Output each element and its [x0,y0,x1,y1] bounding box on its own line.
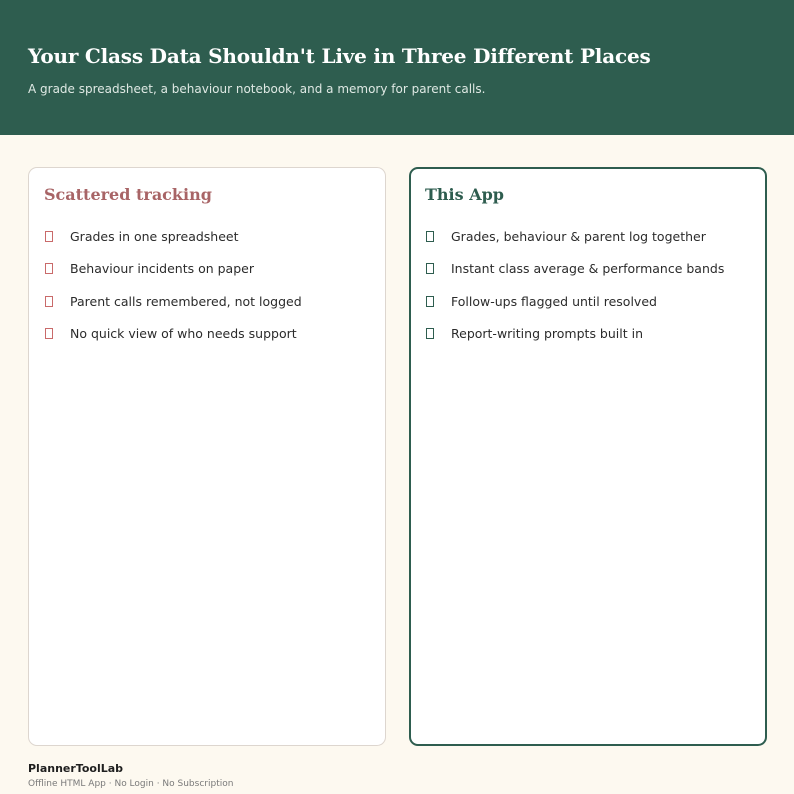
list-item [425,253,751,286]
page-title: Your Class Data Shouldn't Live in Three Different Places [28,44,651,68]
check-icon [426,328,434,339]
list-item-label: Grades in one spreadsheet [70,228,239,244]
list-item-label: Behaviour incidents on paper [70,261,254,277]
list-item [44,318,370,351]
scattered-tracking-card [28,167,386,746]
check-icon [426,296,434,307]
this-app-list [425,220,751,350]
list-item [425,220,751,253]
footer [28,762,233,791]
cross-icon [45,263,53,274]
list-item-label: Grades, behaviour & parent log together [451,228,706,244]
list-item [425,318,751,351]
list-item [44,220,370,253]
this-app-card [409,167,767,746]
list-item-label: Instant class average & performance bands [451,261,725,277]
header-banner [0,0,794,135]
page-subtitle: A grade spreadsheet, a behaviour notebook, and a memory for parent calls. [28,82,486,96]
list-item-label: Follow-ups flagged until resolved [451,293,657,309]
check-icon [426,263,434,274]
brand-name: PlannerToolLab [28,762,124,775]
list-item-label: No quick view of who needs support [70,326,297,342]
check-icon [426,231,434,242]
scattered-tracking-list [44,220,370,350]
list-item [44,253,370,286]
list-item [44,285,370,318]
scattered-tracking-title: Scattered tracking [44,185,212,204]
footer-meta: Offline HTML App · No Login · No Subscription [28,779,234,789]
cross-icon [45,231,53,242]
cross-icon [45,296,53,307]
list-item [425,285,751,318]
cross-icon [45,328,53,339]
list-item-label: Report-writing prompts built in [451,326,644,342]
list-item-label: Parent calls remembered, not logged [70,293,302,309]
this-app-title: This App [425,185,504,204]
